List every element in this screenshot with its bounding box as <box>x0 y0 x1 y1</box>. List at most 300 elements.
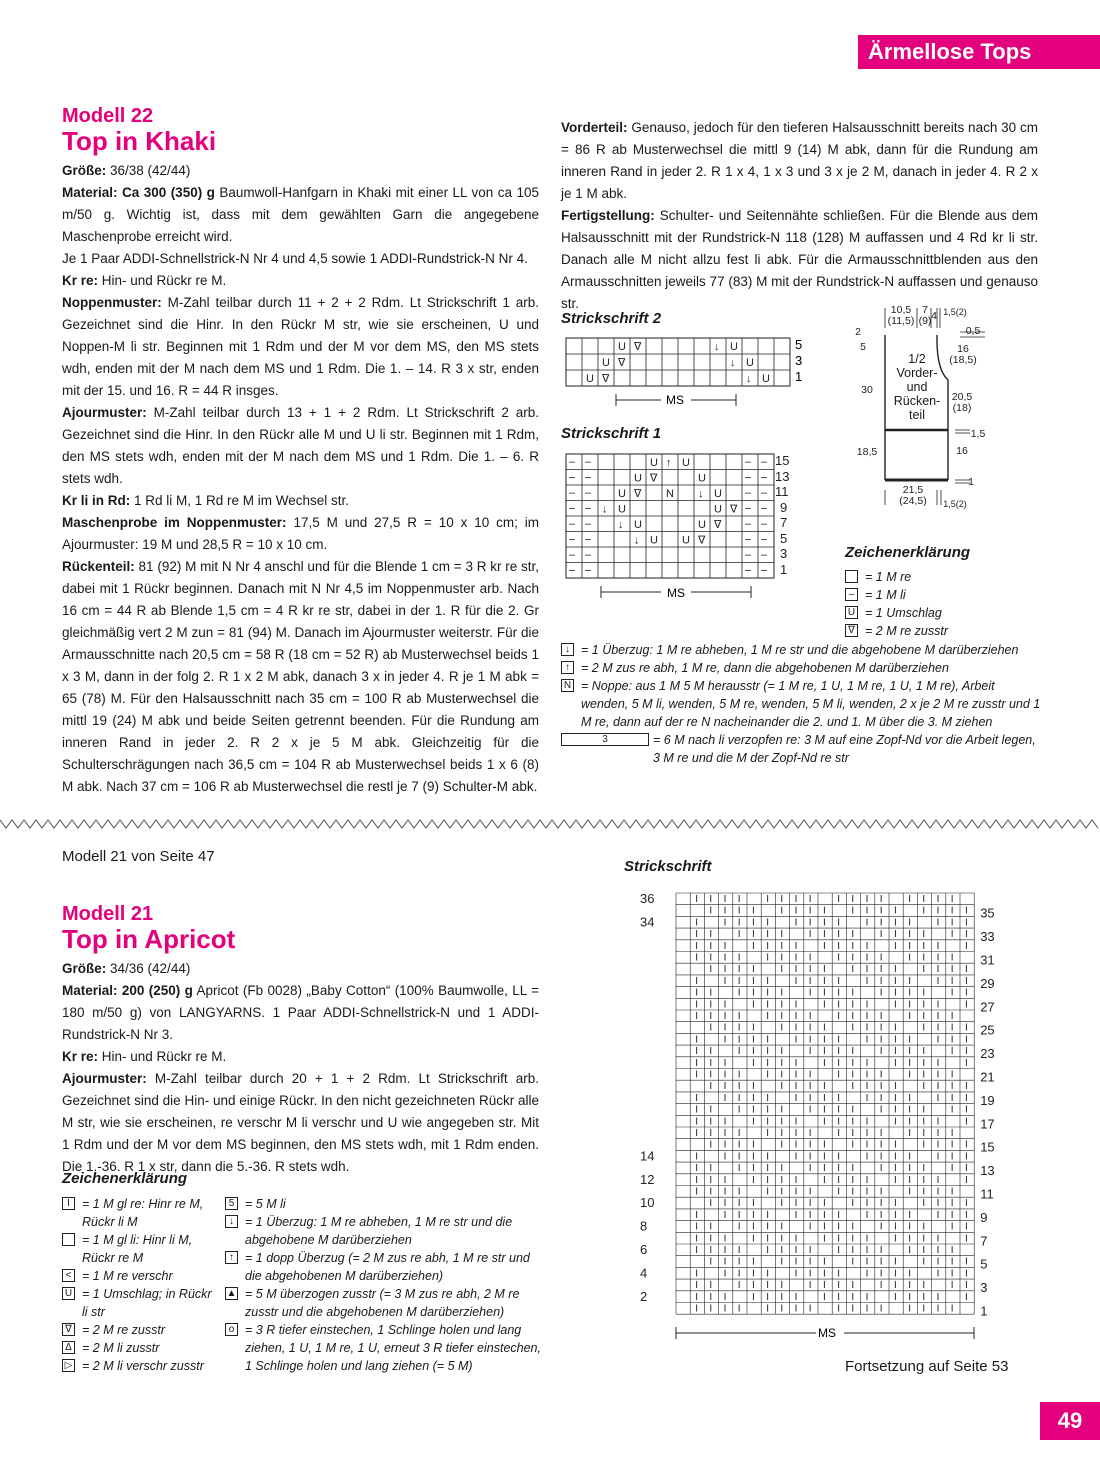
chart-stitch-mark: I <box>851 1163 855 1175</box>
chart-stitch-mark: I <box>879 1186 883 1198</box>
chart-stitch-mark: I <box>709 1280 713 1292</box>
section-header: Ärmellose Tops <box>858 35 1100 69</box>
chart-stitch-mark: I <box>950 964 954 976</box>
chart-stitch-mark: I <box>837 1245 840 1256</box>
legend-22-item: = 1 M re <box>845 568 1035 586</box>
chart-stitch-mark: I <box>922 1011 926 1022</box>
chart-stitch-mark: I <box>709 1163 713 1175</box>
legend-item: ▲ = 5 M überzogen zusstr (= 3 M zus re abh, 2 M re zusstr und die abgehobenen M darüberziehen) <box>226 1287 520 1319</box>
chart-stitch-mark: I <box>865 917 869 929</box>
chart-stitch-mark: I <box>808 1011 812 1022</box>
chart-stitch-mark: ↓ <box>618 519 624 531</box>
chart-stitch-mark: I <box>695 1221 698 1233</box>
stitch-symbol-icon: I <box>62 1197 75 1210</box>
chart21-row-label: 10 <box>640 1195 655 1211</box>
chart-stitch-mark: – <box>745 518 752 530</box>
chart-stitch-mark: I <box>965 1081 968 1093</box>
chart-stitch-mark: I <box>780 894 784 905</box>
instruction-paragraph: Material: Ca 300 (350) g Baumwoll-Hanfgarn in Khaki mit einer LL von ca 105 m/50 g. Wichtig ist, dass mit dem gewählten Garn die angegebene Maschenprobe erreicht wird. <box>62 185 540 244</box>
chart-stitch-mark: I <box>936 1233 940 1245</box>
model-21-instructions <box>62 958 539 1178</box>
chart-stitch-mark: I <box>879 1221 883 1233</box>
chart-stitch-mark: I <box>737 1186 741 1198</box>
chart-stitch-mark: I <box>766 1069 769 1081</box>
instruction-paragraph: Kr re: Hin- und Rückr re M. <box>62 273 227 288</box>
chart-stitch-mark: I <box>823 1256 826 1268</box>
chart-stitch-mark: I <box>794 1022 798 1034</box>
chart-stitch-mark: I <box>737 905 741 917</box>
chart-stitch-mark: I <box>950 952 954 964</box>
k2tog-symbol-icon: ∇ <box>845 624 858 637</box>
chart-stitch-mark: I <box>837 1069 840 1081</box>
chart-stitch-mark: I <box>837 1057 840 1069</box>
chart-stitch-mark: – <box>585 564 592 577</box>
chart-stitch-mark: I <box>908 929 911 941</box>
chart-stitch-mark: I <box>780 952 784 964</box>
chart-stitch-mark: I <box>950 1069 954 1081</box>
model-21-label: Modell 21 <box>62 903 154 925</box>
chart-stitch-mark: I <box>865 1034 869 1046</box>
chart-stitch-mark: I <box>780 1069 784 1081</box>
chart-stitch-mark: – <box>569 533 576 546</box>
chart-stitch-mark: I <box>936 1139 940 1151</box>
chart-stitch-mark: I <box>794 917 798 929</box>
chart-stitch-mark: I <box>865 1198 869 1210</box>
chart-stitch-mark: I <box>709 1139 713 1151</box>
chart-stitch-mark: ∇ <box>698 534 706 547</box>
chart1-row-1: 1 <box>780 562 788 577</box>
chart-stitch-mark: I <box>695 1245 698 1256</box>
dim-top-6: 1,5(2) <box>943 307 967 317</box>
chart-stitch-mark: I <box>851 1081 855 1093</box>
chart-stitch-mark: I <box>851 1186 855 1198</box>
chart-stitch-mark: I <box>737 1268 741 1280</box>
chart-stitch-mark: I <box>794 1245 798 1256</box>
chart-stitch-mark: I <box>894 987 897 999</box>
instruction-paragraph: Fertigstellung: Schulter- und Seitennähte schließen. Für die Blende aus dem Halsausschnitt mit der Rundstrick-N 118 (128) M auffassen und 4 Rd kr li str. Danach alle M nicht allzu fest li abk. Für die Armausschnittblenden aus den Armausschnitten jeweils 77 (83) M mit der Rundstrick-N auffassen und genauso str. <box>561 208 1038 311</box>
dim-right-3: (18,5) <box>949 354 977 366</box>
chart21-row-label: 9 <box>980 1209 988 1225</box>
chart-stitch-mark: I <box>908 1092 911 1104</box>
chart-stitch-mark: I <box>894 975 897 987</box>
chart-stitch-mark: I <box>737 1280 741 1292</box>
chart-stitch-mark: I <box>950 1245 954 1256</box>
chart-stitch-mark: I <box>766 987 769 999</box>
chart-stitch-mark: I <box>723 1268 727 1280</box>
chart-stitch-mark: I <box>709 1104 713 1116</box>
chart-stitch-mark: I <box>766 1092 769 1104</box>
chart-stitch-mark: I <box>879 964 883 976</box>
chart-stitch-mark: U <box>650 457 658 469</box>
chart1-row-5: 5 <box>780 531 788 546</box>
chart-stitch-mark: I <box>737 917 741 929</box>
chart-stitch-mark: ↓ <box>730 357 736 369</box>
chart-stitch-mark: I <box>879 975 883 987</box>
chart-stitch-mark: I <box>865 1233 869 1245</box>
chart-stitch-mark: I <box>823 1104 826 1116</box>
chart-stitch-mark: I <box>865 1268 869 1280</box>
chart-stitch-mark: I <box>908 1046 911 1058</box>
chart-stitch-mark: I <box>965 1034 968 1046</box>
instruction-paragraph: Ajourmuster: M-Zahl teilbar durch 20 + 1 + 2 Rdm. Lt Strickschrift arb. Gezeichnet sind die Hin- und einige Rückr. In den nicht gezeichneten Rückr alle M str, wie sie erscheinen, re verschr M li verschr und U wie angegeben str. Mit 1 Rdm und der M vor dem MS beginnen, den MS stets wdh, mit 1 Rdm enden. Die 1.-36. R 1 x str, dann die 5.-36. R stets wdh. <box>62 1071 539 1174</box>
chart-stitch-mark: I <box>766 1245 769 1256</box>
chart-stitch-mark: I <box>837 1233 840 1245</box>
chart-stitch-mark: I <box>709 1303 713 1315</box>
chart-stitch-mark: I <box>695 1057 698 1069</box>
chart-stitch-mark: – <box>745 456 752 468</box>
chart-stitch-mark: I <box>837 1046 840 1058</box>
legend-item: ▷ = 2 M li verschr zusstr <box>62 1357 217 1375</box>
chart-stitch-mark: I <box>723 964 727 976</box>
chart-stitch-mark: I <box>752 1104 755 1116</box>
chart-stitch-mark: I <box>695 1291 698 1303</box>
chart-stitch-mark: I <box>808 905 812 917</box>
chart-stitch-mark: U <box>714 503 722 516</box>
chart-stitch-mark: I <box>865 1069 869 1081</box>
chart-stitch-mark: I <box>737 1046 741 1058</box>
chart-stitch-mark: I <box>723 1209 727 1221</box>
chart-stitch-mark: I <box>808 1139 812 1151</box>
chart-stitch-mark: I <box>737 1245 741 1256</box>
chart-stitch-mark: I <box>752 1233 755 1245</box>
chart1-row-7: 7 <box>780 515 788 530</box>
chart21-row-label: 19 <box>980 1092 995 1108</box>
chart-stitch-mark: I <box>965 1139 968 1151</box>
chart2-grid <box>561 334 811 410</box>
chart-stitch-mark: I <box>737 929 741 941</box>
chart-stitch-mark: I <box>752 1174 755 1186</box>
chart-stitch-mark: I <box>922 1291 926 1303</box>
chart-stitch-mark: I <box>794 1233 798 1245</box>
instruction-paragraph: Noppenmuster: M-Zahl teilbar durch 11 + 2 + 2 Rdm. Lt Strickschrift 1 arb. Gezeichnet sind die Hinr. In den Rückr M str, wie sie erscheinen, U und Noppen-M li str. Beginnen mit 1 Rdm und der M vor dem MS, den MS stets wdh, enden mit der M nach dem MS und 1 Rdm. Die 1. – 14. R 3 x str, enden mit der 15. und 16. R = 44 R insges. <box>62 295 539 398</box>
chart-stitch-mark: I <box>752 1151 755 1163</box>
chart-stitch-mark: I <box>695 1128 698 1139</box>
dim-right-5: (18) <box>952 402 972 414</box>
chart-stitch-mark: I <box>879 1280 883 1292</box>
chart-stitch-mark: I <box>709 952 713 964</box>
chart-stitch-mark: I <box>794 1303 798 1315</box>
chart21-row-label: 33 <box>980 929 995 945</box>
chart-stitch-mark: I <box>766 1233 769 1245</box>
chart-stitch-mark: I <box>950 987 954 999</box>
chart-stitch-mark: I <box>851 940 855 952</box>
chart-stitch-mark: U <box>762 373 770 385</box>
chart-stitch-mark: I <box>922 1116 926 1128</box>
chart-stitch-mark: I <box>752 999 755 1011</box>
chart-stitch-mark: I <box>808 917 812 929</box>
chart-stitch-mark: I <box>865 1291 869 1303</box>
chart-stitch-mark: I <box>965 1163 968 1175</box>
chart2-ms-label: MS <box>666 393 684 407</box>
chart-stitch-mark: I <box>851 1069 855 1081</box>
chart-stitch-mark: I <box>737 987 741 999</box>
chart-stitch-mark: I <box>695 1268 698 1280</box>
chart-stitch-mark: I <box>965 929 968 941</box>
chart-stitch-mark: – <box>745 564 752 577</box>
chart-stitch-mark: I <box>780 1280 784 1292</box>
chart-stitch-mark: I <box>752 1046 755 1058</box>
chart2-row-5: 5 <box>795 337 803 352</box>
chart-stitch-mark: I <box>950 1186 954 1198</box>
model-21-title: Top in Apricot <box>62 924 236 954</box>
chart-stitch-mark: – <box>585 549 592 561</box>
chart-stitch-mark: I <box>808 1022 812 1034</box>
chart-stitch-mark: I <box>723 894 727 905</box>
chart-stitch-mark: I <box>908 1291 911 1303</box>
chart-stitch-mark: I <box>950 975 954 987</box>
chart-stitch-mark: I <box>936 905 940 917</box>
chart-stitch-mark: I <box>794 1174 798 1186</box>
chart-stitch-mark: I <box>794 1209 798 1221</box>
stitch-symbol-icon: ↓ <box>225 1215 238 1228</box>
stitch-symbol-icon: ∇ <box>62 1323 75 1336</box>
chart-stitch-mark: I <box>823 1046 826 1058</box>
chart-stitch-mark: – <box>585 456 592 468</box>
chart1-row-3: 3 <box>780 546 788 561</box>
chart-stitch-mark: I <box>780 1174 784 1186</box>
chart-stitch-mark: I <box>851 1139 855 1151</box>
stitch-symbol-icon: ↑ <box>225 1251 238 1264</box>
dim-bottom-2: (24,5) <box>899 495 927 507</box>
garment-schematic <box>845 300 1045 520</box>
chart-stitch-mark: ∇ <box>634 488 642 500</box>
chart-stitch-mark: I <box>794 905 798 917</box>
chart-stitch-mark: I <box>709 894 713 905</box>
chart-stitch-mark: I <box>922 1104 926 1116</box>
chart-stitch-mark: I <box>837 929 840 941</box>
chart-stitch-mark: I <box>766 999 769 1011</box>
chart-stitch-mark: I <box>894 1046 897 1058</box>
chart-stitch-mark: I <box>894 1163 897 1175</box>
chart-stitch-mark: I <box>766 1128 769 1139</box>
chart-stitch-mark: I <box>695 987 698 999</box>
chart-stitch-mark: I <box>865 999 869 1011</box>
chart-stitch-mark: I <box>922 1280 926 1292</box>
chart-stitch-mark: – <box>761 533 768 546</box>
chart-stitch-mark: I <box>865 1116 869 1128</box>
instruction-paragraph: Rückenteil: 81 (92) M mit N Nr 4 anschl und für die Blende 1 cm = 3 R kr re str, dabei mit 1 Rückr beginnen. Danach mit N Nr 4,5 im Noppenmuster arb. Nach 16 cm = 44 R ab Blende 1,5 cm = 4 R kr re str, dabei in der 1. R für die 2. Gr gleichmäßig vert 2 M zun = 81 (94) M. Danach im Ajourmuster weiterstr. Für die Armausschnitte nach 20,5 cm = 58 R (18 cm = 52 R) ab Musterwechsel beids 1 x 3 M, dann in der folg 2. R 1 x 2 M abk, danach 3 x in jeder 4. R je 1 M abk = 65 (78) M. Für den Halsausschnitt nach 35 cm = 100 R ab Musterwechsel die mittl 19 (24) M abk und beide Seiten getrennt beenden. Für die Rundung am inneren Rand in jeder 2. R 2 x je 5 M abk. Gleichzeitig für die Schulterschrägungen nach 36,5 cm = 104 R ab Musterwechsel beids 1 x 6 (8) M abk. Nach 37 cm = 106 R ab Musterwechsel die restl je 7 (9) Schulter-M abk. <box>62 559 539 794</box>
legend-21-left <box>62 1195 217 1375</box>
dim-left-4: 18,5 <box>856 446 878 458</box>
chart-stitch-mark: ↓ <box>714 341 720 353</box>
chart-stitch-mark: I <box>865 1022 869 1034</box>
chart-stitch-mark: I <box>808 1245 812 1256</box>
chart-stitch-mark: I <box>950 1268 954 1280</box>
chart-stitch-mark: I <box>894 1209 897 1221</box>
legend-22-item: – = 1 M li <box>845 586 1035 604</box>
chart-stitch-mark: I <box>766 929 769 941</box>
chart-stitch-mark: I <box>922 1186 926 1198</box>
chart-stitch-mark: I <box>737 1198 741 1210</box>
chart-stitch-mark: I <box>837 1116 840 1128</box>
chart-stitch-mark: I <box>695 952 698 964</box>
chart-stitch-mark: I <box>752 1139 755 1151</box>
chart-stitch-mark: I <box>908 1221 911 1233</box>
chart-stitch-mark: I <box>766 1303 769 1315</box>
chart-stitch-mark: I <box>879 1268 883 1280</box>
chart-stitch-mark: I <box>780 1256 784 1268</box>
chart-stitch-mark: I <box>936 1303 940 1315</box>
chart-stitch-mark: I <box>936 1022 940 1034</box>
chart-stitch-mark: I <box>908 917 911 929</box>
chart-stitch-mark: I <box>851 1174 855 1186</box>
bobble-symbol-icon: N <box>561 679 574 692</box>
chart-stitch-mark: I <box>894 1233 897 1245</box>
chart-stitch-mark: I <box>922 1128 926 1139</box>
chart-stitch-mark: I <box>908 1057 911 1069</box>
chart-stitch-mark: I <box>894 917 897 929</box>
chart-stitch-mark: I <box>936 1291 940 1303</box>
chart-stitch-mark: I <box>766 940 769 952</box>
chart-stitch-mark: I <box>794 1034 798 1046</box>
chart-stitch-mark: I <box>695 1092 698 1104</box>
chart-stitch-mark: – <box>761 518 768 530</box>
chart-stitch-mark: I <box>965 940 968 952</box>
chart-stitch-mark: I <box>823 1233 826 1245</box>
chart-stitch-mark: I <box>695 1046 698 1058</box>
dim-top-1: 10,5 <box>890 304 912 316</box>
chart-stitch-mark: ∇ <box>730 503 738 516</box>
chart-stitch-mark: I <box>823 975 826 987</box>
chart-stitch-mark: I <box>865 1256 869 1268</box>
chart-stitch-mark: I <box>950 1221 954 1233</box>
chart-stitch-mark: I <box>894 1081 897 1093</box>
chart-stitch-mark: I <box>936 894 940 905</box>
chart-stitch-mark: U <box>634 519 642 531</box>
chart-stitch-mark: I <box>723 1069 727 1081</box>
chart-stitch-mark: I <box>894 1104 897 1116</box>
chart-stitch-mark: I <box>908 940 911 952</box>
chart-stitch-mark: I <box>723 1174 727 1186</box>
dim-top-4: (9) <box>918 315 932 327</box>
chart-stitch-mark: I <box>737 1034 741 1046</box>
chart-stitch-mark: I <box>780 1291 784 1303</box>
chart-stitch-mark: I <box>851 1221 855 1233</box>
chart-stitch-mark: I <box>950 1022 954 1034</box>
chart-stitch-mark: I <box>908 1011 911 1022</box>
chart-stitch-mark: I <box>837 1128 840 1139</box>
chart-stitch-mark: I <box>936 1256 940 1268</box>
chart-stitch-mark: I <box>823 1174 826 1186</box>
model-22-instructions-cont <box>561 117 1038 315</box>
chart-stitch-mark: I <box>950 1151 954 1163</box>
chart-stitch-mark: I <box>723 1245 727 1256</box>
chart-stitch-mark: I <box>723 1116 727 1128</box>
chart-stitch-mark: U <box>650 534 658 547</box>
chart-stitch-mark: U <box>618 341 626 353</box>
chart-stitch-mark: I <box>865 940 869 952</box>
chart-stitch-mark: I <box>908 1116 911 1128</box>
chart-stitch-mark: I <box>879 1034 883 1046</box>
chart-stitch-mark: I <box>936 952 940 964</box>
chart-stitch-mark: I <box>865 1151 869 1163</box>
dim-bottom-1: 21,5 <box>902 484 924 496</box>
chart-stitch-mark: I <box>780 1116 784 1128</box>
chart-stitch-mark: I <box>837 1280 840 1292</box>
chart-stitch-mark: I <box>865 1128 869 1139</box>
knit-symbol-icon <box>845 570 858 583</box>
chart-stitch-mark: I <box>837 1291 840 1303</box>
chart-stitch-mark: I <box>922 905 926 917</box>
chart-stitch-mark: I <box>837 1221 840 1233</box>
chart-stitch-mark: I <box>794 1256 798 1268</box>
chart-stitch-mark: I <box>879 1163 883 1175</box>
legend-22-title: Zeichenerklärung <box>845 544 971 561</box>
chart-stitch-mark: I <box>780 999 784 1011</box>
chart-stitch-mark: U <box>698 519 706 531</box>
chart-stitch-mark: I <box>794 952 798 964</box>
chart-stitch-mark: I <box>936 917 940 929</box>
chart-stitch-mark: I <box>695 929 698 941</box>
chart-stitch-mark: – <box>585 471 592 484</box>
chart-stitch-mark: I <box>908 1163 911 1175</box>
chart-stitch-mark: I <box>794 1116 798 1128</box>
chart-stitch-mark: – <box>761 471 768 484</box>
chart-stitch-mark: I <box>879 929 883 941</box>
chart-stitch-mark: I <box>723 999 727 1011</box>
chart-stitch-mark: I <box>851 999 855 1011</box>
chart-stitch-mark: I <box>851 905 855 917</box>
chart-stitch-mark: I <box>950 1139 954 1151</box>
chart-stitch-mark: I <box>922 1057 926 1069</box>
chart-stitch-mark: ↓ <box>634 534 640 547</box>
chart-stitch-mark: I <box>766 1034 769 1046</box>
chart-stitch-mark: I <box>823 1116 826 1128</box>
chart-stitch-mark: I <box>752 964 755 976</box>
chart-stitch-mark: I <box>950 1303 954 1315</box>
chart21-row-label: 14 <box>640 1148 655 1164</box>
chart-stitch-mark: I <box>865 952 869 964</box>
chart-stitch-mark: – <box>569 471 576 484</box>
chart-stitch-mark: I <box>851 1280 855 1292</box>
page-number: 49 <box>1040 1402 1100 1440</box>
chart-stitch-mark: I <box>908 952 911 964</box>
chart-stitch-mark: I <box>908 1209 911 1221</box>
dim-right-6: 1,5 <box>970 428 986 440</box>
chart-stitch-mark: – <box>569 518 576 530</box>
chart-stitch-mark: I <box>752 1081 755 1093</box>
chart-stitch-mark: I <box>922 1233 926 1245</box>
chart21-row-label: 4 <box>640 1265 648 1281</box>
chart-stitch-mark: I <box>695 1069 698 1081</box>
chart-stitch-mark: I <box>823 1081 826 1093</box>
chart-stitch-mark: I <box>752 940 755 952</box>
chart-stitch-mark: I <box>936 1128 940 1139</box>
chart-stitch-mark: I <box>752 917 755 929</box>
chart-stitch-mark: I <box>808 1256 812 1268</box>
chart-stitch-mark: I <box>723 940 727 952</box>
chart-stitch-mark: ∇ <box>602 373 610 385</box>
chart-stitch-mark: I <box>837 1209 840 1221</box>
chart21-row-label: 27 <box>980 999 995 1015</box>
chart-stitch-mark: I <box>808 1303 812 1315</box>
dim-top-3: 7 <box>922 304 928 316</box>
chart-stitch-mark: I <box>837 952 840 964</box>
chart-stitch-mark: I <box>709 1081 713 1093</box>
chart21-row-label: 3 <box>980 1280 988 1296</box>
chart-stitch-mark: I <box>695 1163 698 1175</box>
chart-stitch-mark: I <box>709 987 713 999</box>
chart-stitch-mark: I <box>723 1034 727 1046</box>
chart-stitch-mark: I <box>752 1034 755 1046</box>
chart-stitch-mark: I <box>851 894 855 905</box>
chart-stitch-mark: ↓ <box>602 503 608 516</box>
chart-stitch-mark: I <box>922 1081 926 1093</box>
chart-stitch-mark: I <box>908 1034 911 1046</box>
chart21-row-label: 6 <box>640 1242 648 1257</box>
chart-stitch-mark: I <box>695 917 698 929</box>
chart-stitch-mark: I <box>823 1291 826 1303</box>
